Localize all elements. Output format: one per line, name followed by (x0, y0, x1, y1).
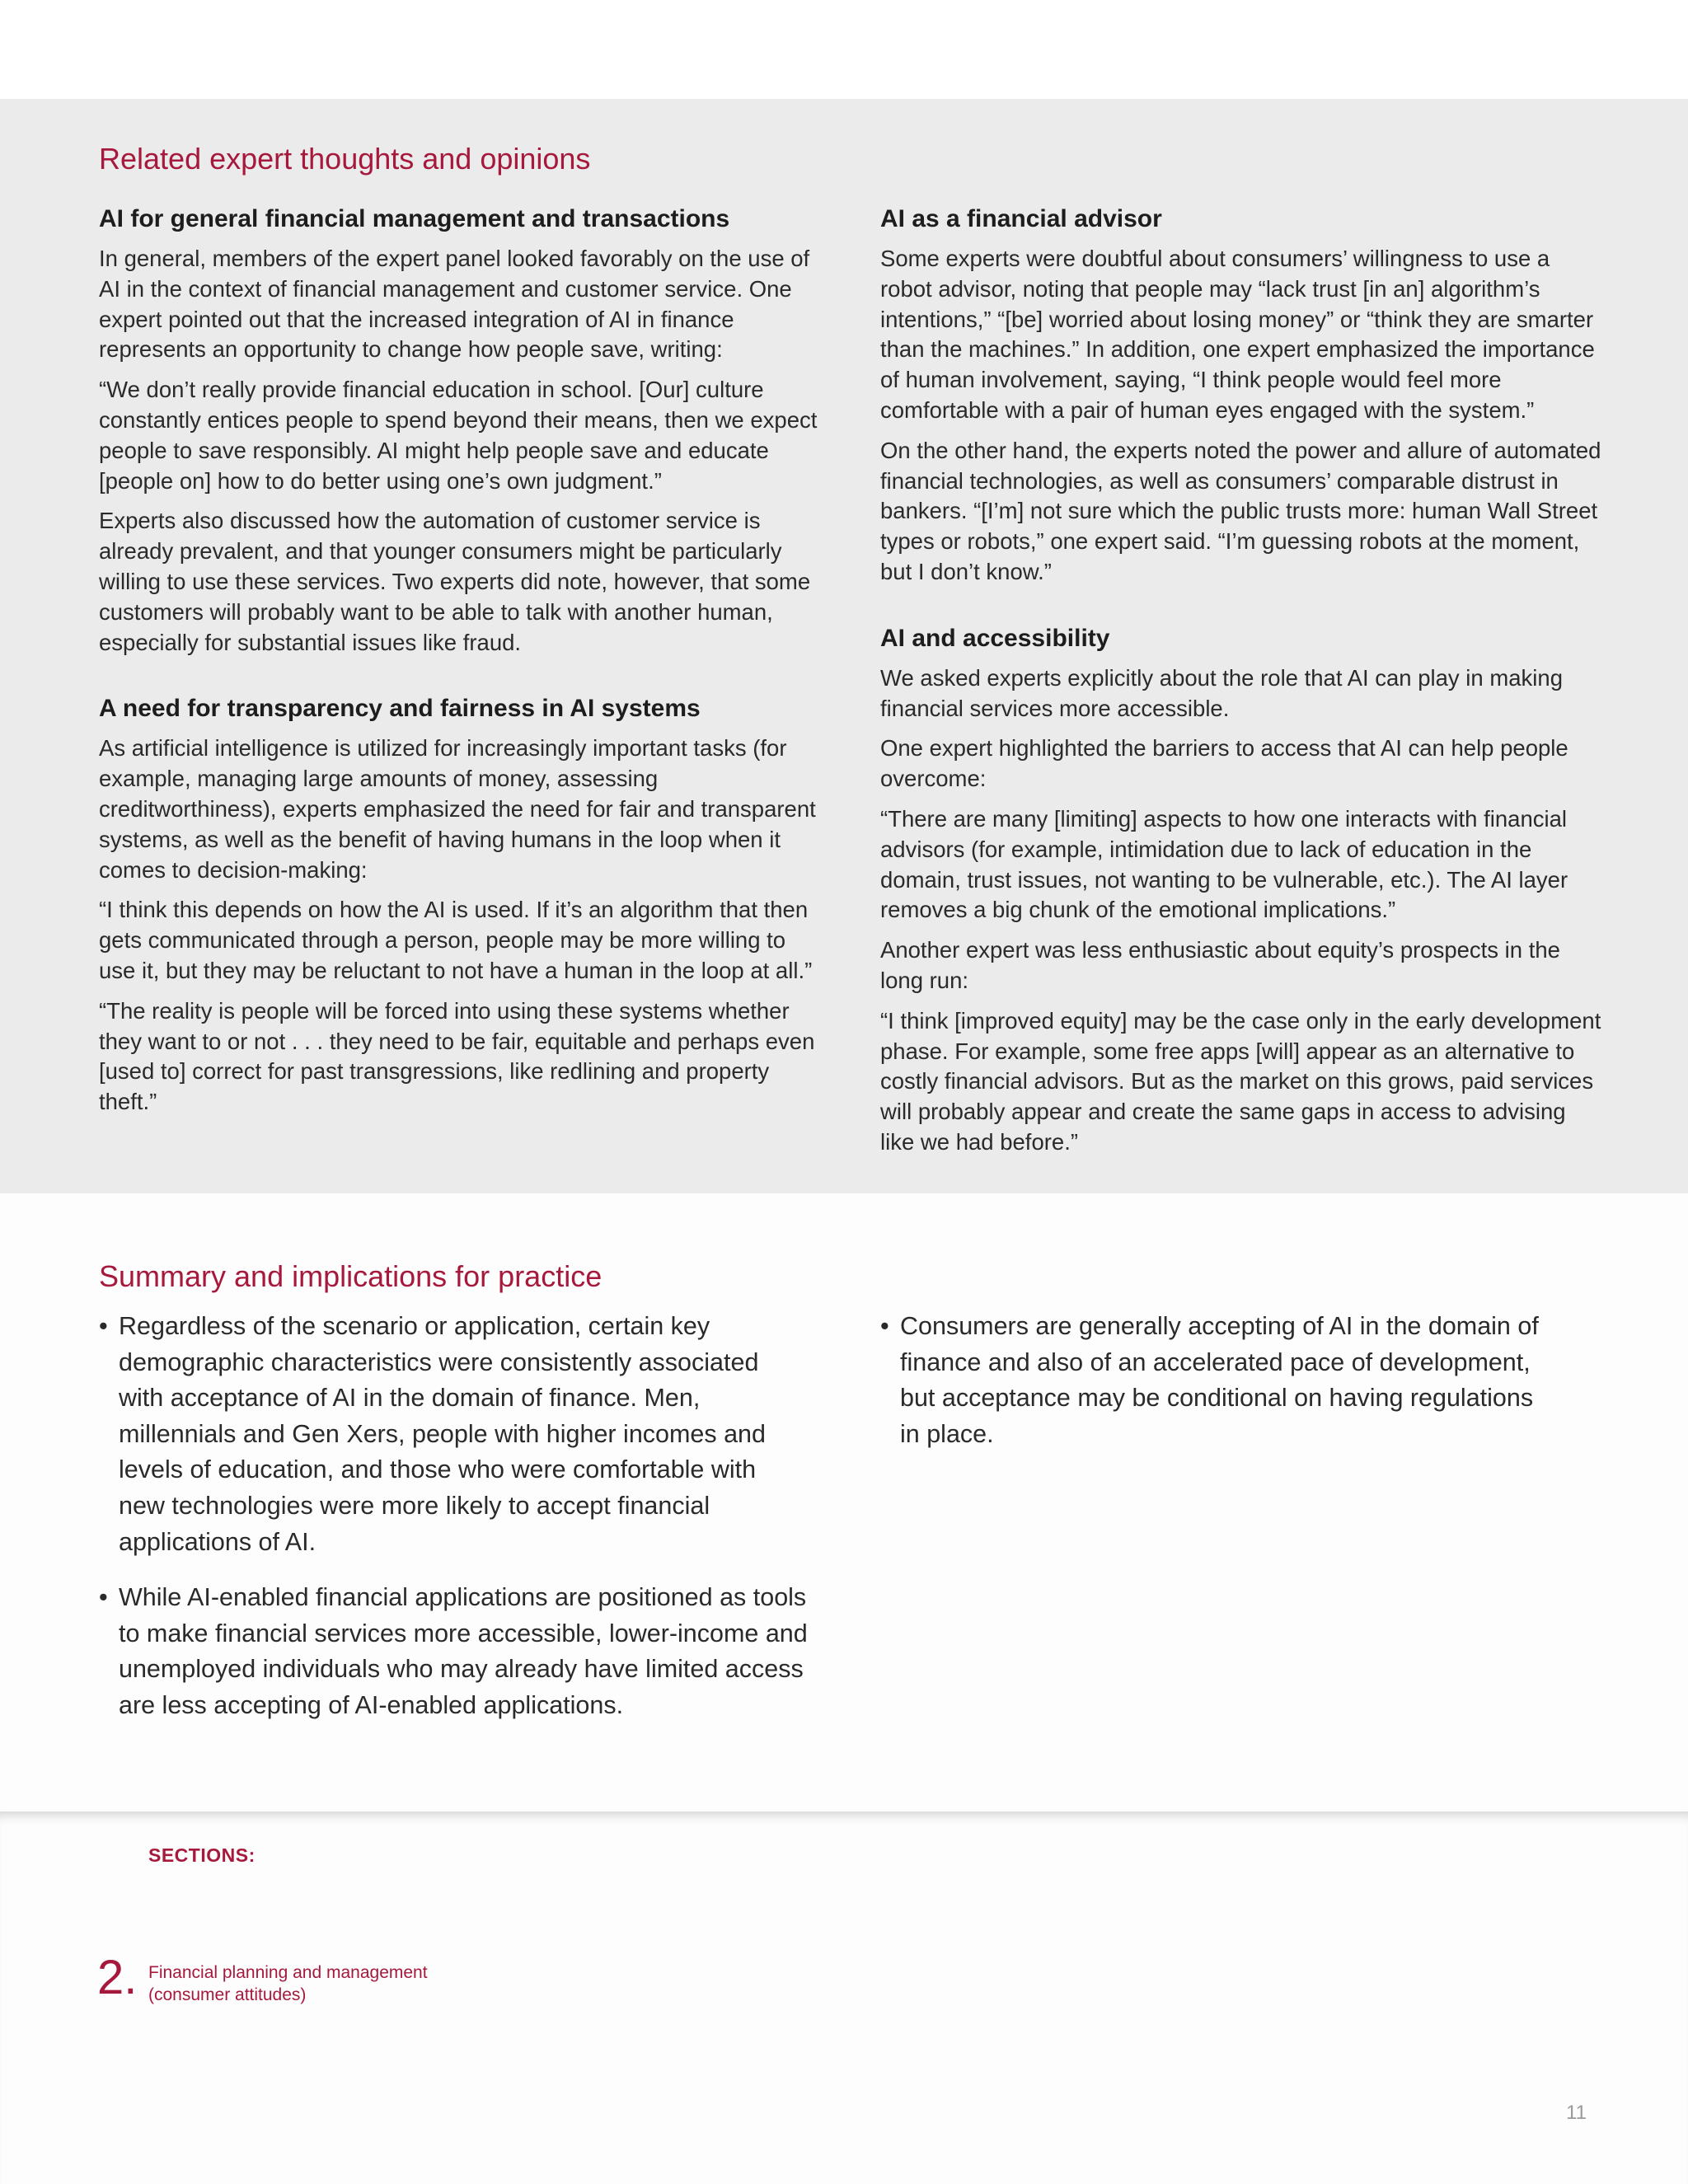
quote-paragraph: “The reality is people will be forced into using these systems whether they want to or not . . . they need to be fair, equitable and perhaps even [used to] correct for past transgressions, like redlining and property theft.” (99, 997, 815, 1115)
related-left-column (99, 203, 824, 1127)
summary-left-column (99, 1309, 808, 1744)
paragraph: One expert highlighted the barriers to access that AI can help people overcome: (880, 735, 1568, 792)
paragraph: We asked experts explicitly about the role that AI can play in making financial services more accessible. (880, 664, 1563, 721)
quote-paragraph: “There are many [limiting] aspects to how one interacts with financial advisors (for example, intimidation due to lack of education in the domain, trust issues, not wanting to be vulnerable, etc.). The AI layer removes a big chunk of the emotional implications.” (880, 805, 1568, 923)
related-thoughts-title: Related expert thoughts and opinions (99, 142, 591, 176)
summary-bullet: • Regardless of the scenario or application, certain key demographic characteristics were consistently associated with acceptance of AI in the domain of finance. Men, millennials and Gen Xers, people with higher incomes and levels of education, and those who were comfortable with new technologies were more likely to accept financial applications of AI. (99, 1309, 808, 1560)
paragraph: Some experts were doubtful about consumers’ willingness to use a robot advisor, noting that people may “lack trust [in an] algorithm’s intentions,” “[be] worried about losing money” or “think they are smarter than the machines.” In addition, one expert emphasized the importance of human involvement, saying, “I think people would feel more comfortable with a pair of human eyes engaged with the system.” (880, 246, 1595, 423)
paragraph: Experts also discussed how the automation of customer service is already prevalent, and that younger consumers might be particularly willing to use these services. Two experts did note, however, that some customers will probably want to be able to talk with another human, especially for substantial issues like fraud. (99, 508, 811, 655)
paragraph: Another expert was less enthusiastic about equity’s prospects in the long run: (880, 937, 1560, 993)
summary-title: Summary and implications for practice (99, 1259, 603, 1293)
summary-bullet: • Consumers are generally accepting of AI in the domain of finance and also of an accelerated pace of development, but acceptance may be conditional on having regulations in place. (880, 1309, 1556, 1452)
paragraph: On the other hand, the experts noted the power and allure of automated financial technologies, as well as consumers’ comparable distrust in bankers. “[I’m] not sure which the public trusts more: human Wall Street types or robots,” one expert said. “I’m guessing robots at the moment, but I don’t know.” (880, 437, 1601, 584)
paragraph: As artificial intelligence is utilized for increasingly important tasks (for example, managing large amounts of money, assessing creditworthiness), experts emphasized the need for fair and transparent systems, as well as the benefit of having humans in the loop when it comes to decision-making: (99, 735, 816, 883)
subheading-financial-management: AI for general financial management and transactions (99, 205, 730, 232)
section-title-line1: Financial planning and management (148, 1963, 428, 1982)
sections-label: SECTIONS: (148, 1844, 256, 1866)
subheading-financial-advisor: AI as a financial advisor (880, 205, 1162, 232)
section-title-line2: (consumer attitudes) (148, 1985, 307, 2004)
quote-paragraph: “I think this depends on how the AI is used. If it’s an algorithm that then gets communicated through a person, people may be more willing to use it, but they may be reluctant to not have a human in the loop at all.” (99, 897, 813, 983)
subheading-accessibility: AI and accessibility (880, 624, 1110, 652)
section-link-financial-planning[interactable] (97, 1953, 495, 2006)
page-number: 11 (1566, 2102, 1587, 2124)
summary-right-column (880, 1309, 1556, 1472)
section-number: 2. (97, 1951, 138, 2004)
summary-bullet-list (880, 1309, 1556, 1452)
section-link-text[interactable] (148, 1961, 495, 2006)
quote-paragraph: “I think [improved equity] may be the case only in the early development phase. For example, some free apps [will] appear as an alternative to costly financial advisors. But as the market on this grows, paid services will probably appear and create the same gaps in access to advising like we had before.” (880, 1007, 1601, 1155)
paragraph: In general, members of the expert panel looked favorably on the use of AI in the context of financial management and customer service. One expert pointed out that the increased integration of AI in finance represents an opportunity to change how people save, writing: (99, 246, 810, 363)
quote-paragraph: “We don’t really provide financial education in school. [Our] culture constantly entices people to spend beyond their means, then we expect people to save responsibly. AI might help people save and educate [people on] how to do better using one’s own judgment.” (99, 377, 818, 494)
summary-bullet: • While AI-enabled financial applications are positioned as tools to make financial services more accessible, lower-income and unemployed individuals who may already have limited access are less accepting of AI-enabled applications. (99, 1580, 808, 1723)
subheading-transparency-fairness: A need for transparency and fairness in AI systems (99, 695, 701, 723)
summary-bullet-list (99, 1309, 808, 1724)
related-right-column (880, 203, 1606, 1168)
